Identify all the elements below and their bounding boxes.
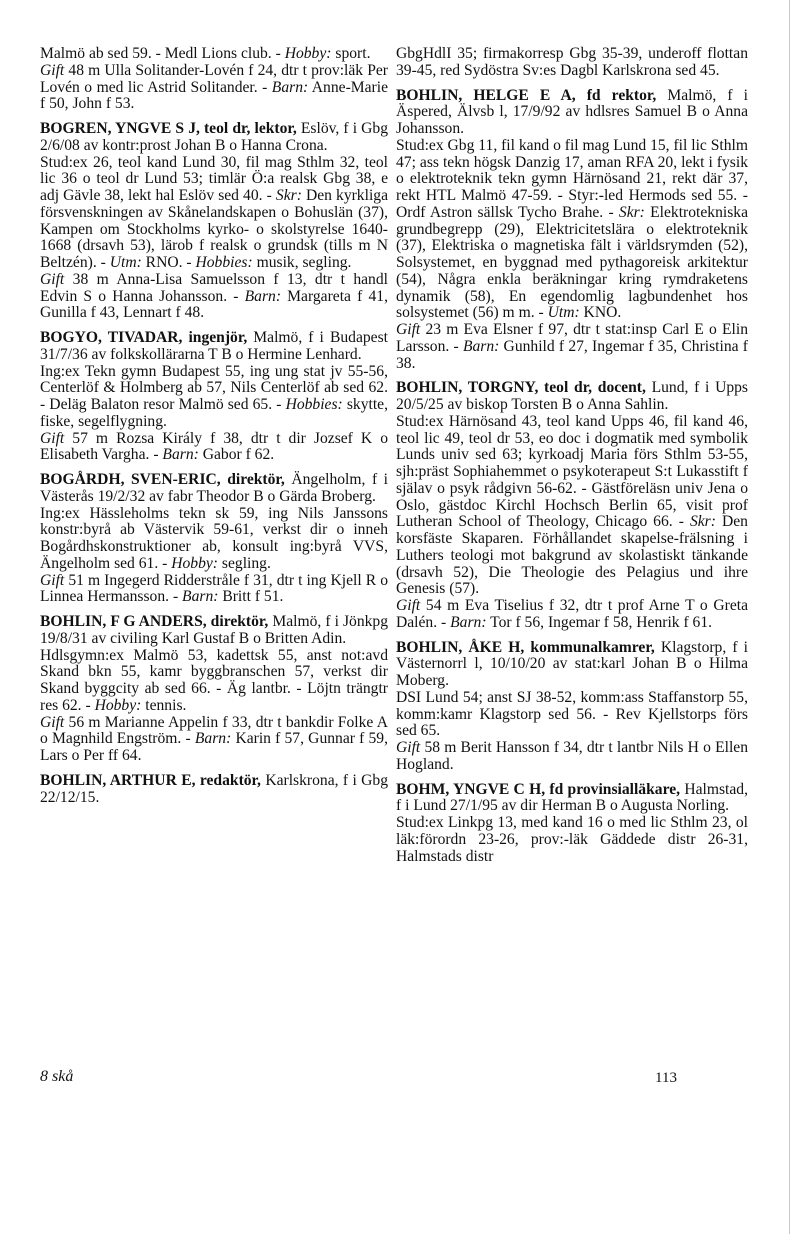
entry-heading: BOGYO, TIVADAR, ingenjör,: [40, 329, 248, 346]
italic-label: Hobbies:: [285, 396, 343, 413]
entry-heading: BOHLIN, HELGE E A, fd rektor,: [396, 86, 657, 104]
entry-paragraph: [40, 155, 388, 272]
text-run: skytte, fiske, segelflygning.: [40, 396, 388, 430]
italic-label: Skr:: [689, 513, 716, 531]
text-run: Klagstorp, f i Västernorrl l, 10/10/20 av stat:karl Johan B o Hilma Moberg.: [396, 638, 748, 689]
text-run: Ängelholm, f i Västerås 19/2/32 av fabr Theodor B o Gärda Broberg.: [40, 471, 388, 505]
text-run: 56 m Marianne Appelin f 33, dtr t bankdir Folke A o Magnhild Engström. -: [40, 713, 388, 748]
italic-label: Hobby:: [94, 696, 142, 714]
italic-label: Barn:: [462, 337, 500, 355]
text-run: 38 m Anna-Lisa Samuelsson f 13, dtr t handl Edvin S o Hanna Johansson. -: [40, 270, 388, 305]
entry-heading: BOHLIN, F G ANDERS, direktör,: [40, 613, 269, 630]
entry-heading: BOHLIN, ÅKE H, kommunalkamrer,: [396, 638, 655, 656]
entry-bohlin-f-g-anders: [40, 614, 388, 765]
text-run: Halmstad, f i Lund 27/1/95 av dir Herman B o Augusta Norling.: [396, 780, 748, 815]
text-run: Tor f 56, Ingemar f 58, Henrik f 61.: [486, 613, 713, 631]
italic-label: Barn:: [244, 287, 282, 305]
text-run: Anne-Marie f 50, John f 53.: [40, 78, 388, 113]
entry-paragraph: [40, 614, 388, 648]
entry-paragraph: [40, 715, 388, 765]
italic-label: Gift: [40, 61, 65, 79]
page-number: 113: [655, 1070, 677, 1086]
entry-bohlin-torgny: [396, 380, 748, 631]
text-run: Ing:ex Hässleholms tekn sk 59, ing Nils Janssons konstr:byrå ab Västervik 59-61, verkst dir o inneh Bogårdhskonstruktioner ab, konsult ing:byrå VVS, Ängelholm sed 61. -: [40, 504, 388, 572]
text-run: Stud:ex 26, teol kand Lund 30, fil mag Sthlm 32, teol lic 36 o teol dr Lund 53; timlär Ö:a realsk Gbg 38, e adj Gävle 38, lekt hal Eslöv sed 40. -: [40, 153, 388, 204]
entry-paragraph: [396, 598, 748, 632]
entry-paragraph: [40, 506, 388, 573]
text-run: 54 m Eva Tiselius f 32, dtr t prof Arne T o Greta Dalén. -: [396, 597, 748, 631]
continued-entry-text: [40, 46, 388, 113]
text-run: Ing:ex Tekn gymn Budapest 55, ing ung stat jv 55-56, Centerlöf & Holmberg ab 57, Nils Centerlöf ab sed 62. - Deläg Balaton resor Malmö sed 65. -: [40, 362, 388, 413]
italic-label: Gift: [396, 321, 421, 338]
text-run: Eslöv, f i Gbg 2/6/08 av kontr:prost Johan B o Hanna Crona.: [40, 120, 388, 154]
entry-paragraph: [40, 272, 388, 322]
text-run: Lund, f i Upps 20/5/25 av biskop Torsten B o Anna Sahlin.: [396, 379, 748, 413]
entry-paragraph: [396, 640, 748, 690]
text-run: 58 m Berit Hansson f 34, dtr t lantbr Nils H o Ellen Hogland.: [396, 739, 748, 773]
entry-heading: BOHM, YNGVE C H, fd provinsialläkare,: [396, 780, 681, 798]
right-column: [396, 46, 748, 873]
entry-bohlin-arthur: [40, 773, 388, 807]
text-run: Karin f 57, Gunnar f 59, Lars o Per ff 64.: [40, 730, 388, 764]
italic-label: Utm:: [547, 304, 580, 322]
italic-label: Hobbies:: [195, 254, 253, 271]
text-run: 23 m Eva Elsner f 97, dtr t stat:insp Carl E o Elin Larsson. -: [396, 321, 748, 355]
left-column: [40, 46, 388, 814]
entry-bogren: [40, 121, 388, 322]
text-run: Gabor f 62.: [198, 446, 275, 464]
text-run: 48 m Ulla Solitander-Lovén f 24, dtr t prov:läk Per Lovén o med lic Astrid Solitander. -: [40, 61, 388, 96]
italic-label: Hobby:: [171, 554, 219, 572]
entry-heading: BOGÅRDH, SVEN-ERIC, direktör,: [40, 471, 285, 488]
entry-paragraph: [396, 322, 748, 372]
text-run: Hdlsgymn:ex Malmö 53, kadettsk 55, anst not:avd Skand bkn 55, kamr byggbranschen 57, verkst dir Skand byggcity ab sed 66. - Äg lantbr. - Löjtn trängtr res 62. -: [40, 646, 388, 714]
text-run: DSI Lund 54; anst SJ 38-52, komm:ass Staffanstorp 55, komm:kamr Klagstorp sed 56. - Rev Kjellstorps förs sed 65.: [396, 688, 748, 740]
entry-bogyo: [40, 330, 388, 464]
entry-heading: BOHLIN, ARTHUR E, redaktör,: [40, 771, 261, 789]
text-run: Malmö, f i Budapest 31/7/36 av folkskollärarna T B o Hermine Lenhard.: [40, 329, 388, 363]
printer-signature: 8 skå: [40, 1068, 74, 1085]
text-run: Britt f 51.: [218, 588, 284, 606]
entry-paragraph: [40, 431, 388, 465]
italic-label: Gift: [40, 270, 65, 288]
italic-label: Barn:: [162, 446, 199, 464]
italic-label: Gift: [40, 429, 65, 447]
text-run: Den kyrkliga försvenskningen av Skånelandskapen o Bohuslän (37), Kampen om Stockholms kyrko- o skolstyrelse 1640-1668 (drsavh 53), lärob f realsk o grundsk (tills m N Beltzén). -: [40, 187, 388, 271]
text-run: Stud:ex Härnösand 43, teol kand Upps 46, fil kand 46, teol lic 49, teol dr 53, eo doc i dogmatik med symbolik Lunds univ sed 63; kyrkoadj Maria förs Sthlm 53-55, sjh:präst Sophiahemmet o psykoterapeut S:t Lukasstift f själav o psyk rådgivn 56-62. - Gästföreläsn univ Jena o Oslo, gästdoc Kirchl Hochsch Berlin 65, visit prof Lutheran School of Theology, Chicago 66. -: [396, 412, 748, 531]
entry-paragraph: [40, 573, 388, 607]
entry-bohlin-ake: [396, 640, 748, 774]
entry-bogardh: [40, 472, 388, 606]
italic-label: Barn:: [271, 78, 309, 96]
text-run: Den korsfäste Skaparen. Förhållandet skapelse-frälsning i Luthers teologi mot bakgrund av skolastiskt tänkande (drsavh 52), Die Theologie des Pelagius und ihre Genesis (57).: [396, 513, 748, 598]
text-run: Stud:ex Gbg 11, fil kand o fil mag Lund 15, fil lic Sthlm 47; ass tekn högsk Danzig 17, aman RFA 20, lekt i fysik o elektroteknik tekn gymn Härnösand 21, rekt där 37, rekt HTL Malmö 47-59. - Styr:-led Hermods sed 55. - Ordf Astron sällsk Tycho Brahe. -: [396, 136, 748, 221]
continued-entry-text: [396, 46, 748, 80]
entry-bohlin-helge: [396, 88, 748, 373]
entry-paragraph: [40, 648, 388, 715]
italic-label: Skr:: [275, 187, 302, 204]
italic-label: Skr:: [618, 203, 645, 221]
entry-paragraph: [396, 414, 748, 598]
text-run: Gunhild f 27, Ingemar f 35, Christina f 38.: [396, 337, 748, 372]
entry-paragraph: [396, 380, 748, 414]
text-run: musik, segling.: [252, 254, 352, 271]
entry-bohm-yngve: [396, 782, 748, 866]
text-run: RNO. -: [141, 254, 196, 271]
text-run: Malmö, f i Äspered, Älvsb l, 17/9/92 av hdlsres Samuel B o Anna Johansson.: [396, 86, 748, 137]
text-run: 57 m Rozsa Király f 38, dtr t dir Jozsef K o Elisabeth Vargha. -: [40, 429, 388, 464]
page-edge-line: [789, 0, 790, 1234]
entry-paragraph: [396, 740, 748, 774]
italic-label: Gift: [396, 739, 421, 756]
text-run: Karlskrona, f i Gbg 22/12/15.: [40, 771, 388, 806]
italic-label: Barn:: [194, 730, 232, 748]
text-run: Malmö ab sed 59. - Medl Lions club. -: [40, 45, 285, 62]
text-run: Malmö, f i Jönkpg 19/8/31 av civiling Karl Gustaf B o Britten Adin.: [40, 613, 389, 647]
entry-paragraph: [396, 690, 748, 740]
entry-paragraph: [40, 773, 388, 807]
entry-paragraph: [396, 88, 748, 138]
italic-label: Hobby:: [284, 45, 332, 62]
italic-label: Utm:: [109, 254, 142, 271]
italic-label: Gift: [40, 713, 65, 731]
text-run: 51 m Ingegerd Ridderstråle f 31, dtr t ing Kjell R o Linnea Hermansson. -: [40, 571, 388, 606]
text-run: Stud:ex Linkpg 13, med kand 16 o med lic Sthlm 23, ol läk:förordn 23-26, prov:-läk Gäddede distr 26-31, Halmstads distr: [396, 814, 748, 865]
entry-heading: BOGREN, YNGVE S J, teol dr, lektor,: [40, 120, 297, 137]
text-run: Elektrotekniska grundbegrepp (29), Elektricitetslära o elektroteknik (37), Elektriska o magnetiska fält i världsrymden (52), Solsystemet, en byggnad med pythagoreisk arkitektur (54), Några enkla beräkningar kring rymdraketens dynamik (58), En egendomlig lagbundenhet hos solsystemet (56) m m. -: [396, 203, 748, 322]
entry-paragraph: [396, 138, 748, 322]
text-run: segling.: [218, 554, 271, 572]
text-run: Margareta f 41, Gunilla f 43, Lennart f 48.: [40, 287, 388, 322]
entry-paragraph: [40, 121, 388, 155]
italic-label: Gift: [40, 571, 65, 589]
italic-label: Barn:: [450, 613, 487, 631]
entry-paragraph: [40, 330, 388, 364]
entry-paragraph: [396, 782, 748, 816]
italic-label: Gift: [396, 597, 421, 614]
entry-paragraph: [40, 472, 388, 506]
entry-paragraph: [40, 364, 388, 431]
text-run: sport.: [331, 45, 371, 62]
text-run: KNO.: [579, 304, 622, 322]
entry-paragraph: [396, 815, 748, 865]
entry-heading: BOHLIN, TORGNY, teol dr, docent,: [396, 379, 646, 397]
italic-label: Barn:: [182, 588, 219, 606]
text-run: tennis.: [141, 696, 187, 714]
text-run: GbgHdlI 35; firmakorresp Gbg 35-39, underoff flottan 39-45, red Sydöstra Sv:es Dagbl Karlskrona sed 45.: [396, 45, 748, 79]
